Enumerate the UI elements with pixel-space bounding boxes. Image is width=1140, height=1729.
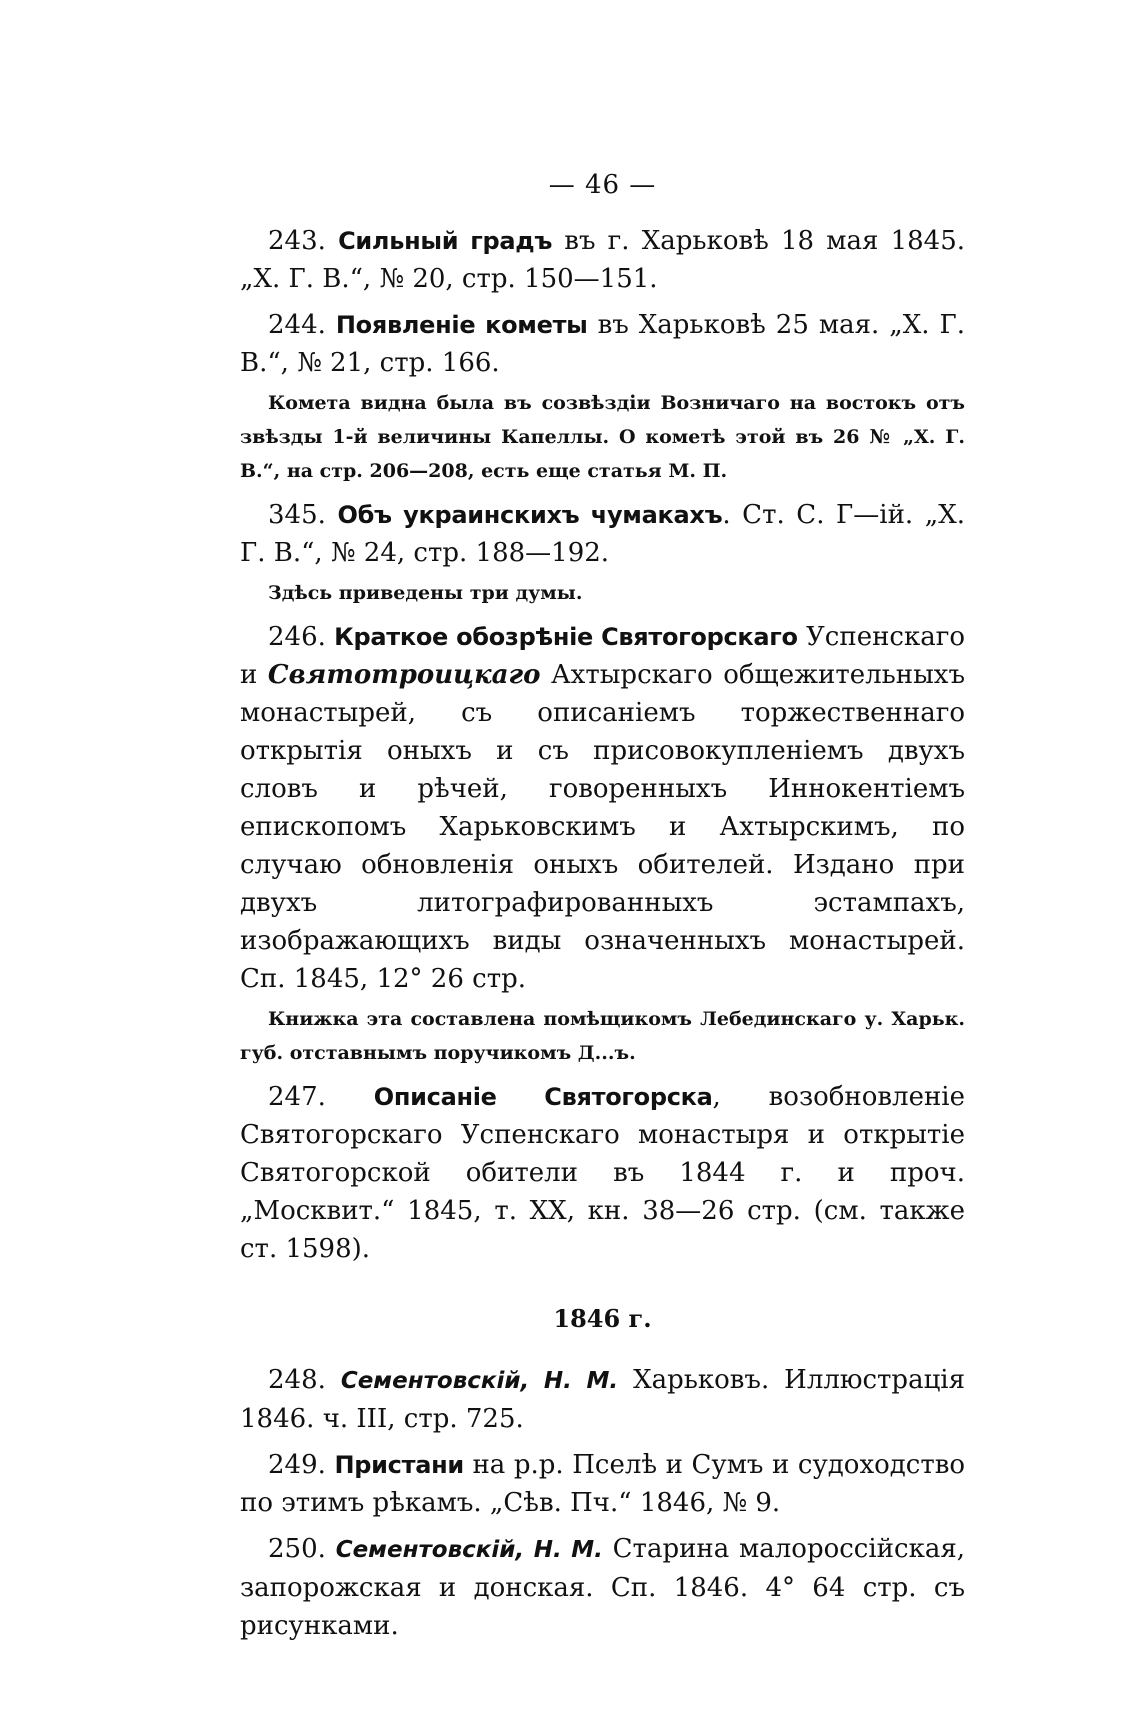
entry-345 [240,496,965,572]
entry-number: 247. [268,1082,326,1112]
entry-title: Краткое обозрѣніе Святогорскаго [334,623,798,651]
entry-title: Сильный градъ [338,227,553,255]
entry-248 [240,1361,965,1438]
entry-author: Сементовскій, Н. М. [335,1537,603,1563]
entry-title: Пристани [334,1451,464,1479]
entry-244 [240,306,965,382]
entry-text: , возобновленіе Святогорскаго Успенскаго монастыря и открытіе Святогорской обители въ 1844 г. и проч. „Москвит.“ 1845, т. XX, кн. 38—26 стр. (см. также ст. 1598). [240,1082,965,1264]
entry-text: въ г. Харьковѣ 18 мая 1845. „Х. Г. В.“, № 20, стр. 150—151. [240,226,966,294]
entry-number: 244. [268,310,326,340]
entry-number: 248. [268,1365,326,1395]
entry-text: въ Харьковѣ 25 мая. „Х. Г. В.“, № 21, стр. 166. [240,310,965,378]
entry-title: Описаніе Святогорска [373,1083,713,1111]
entry-italic-text: Святотроицкаго [267,660,541,690]
entry-250 [240,1530,965,1645]
entry-number: 249. [268,1450,326,1480]
year-heading: 1846 г. [553,1304,652,1333]
page-number: — 46 — [548,170,657,200]
entry-243 [240,222,965,298]
entry-number: 250. [268,1534,326,1564]
entry-text: на р.р. Пселѣ и Сумъ и судоходство по этимъ рѣкамъ. „Сѣв. Пч.“ 1846, № 9. [240,1450,966,1518]
entry-note-244: Комета видна была въ созвѣздіи Возничаго на востокъ отъ звѣзды 1-й величины Капеллы. О кометѣ этой въ 26 № „Х. Г. В.“, на стр. 206—208, есть еще статья М. П. [240,392,965,482]
entry-247 [240,1078,965,1268]
entry-text: Ахтырскаго общежительныхъ монастырей, съ описаніемъ торжественнаго открытія оныхъ и съ присовокупленіемъ двухъ словъ и рѣчей, говоренныхъ Иннокентіемъ епископомъ Харьковскимъ и Ахтырскимъ, по случаю обновленія оныхъ обителей. Издано при двухъ литографированныхъ эстампахъ, изображающихъ виды означенныхъ монастырей. Сп. 1845, 12° 26 стр. [240,660,965,994]
entry-number: 243. [268,226,326,256]
entry-text: Старина малороссійская, запорожская и донская. Сп. 1846. 4° 64 стр. съ рисунками. [240,1534,965,1641]
entry-text: Успенскаго и [240,622,965,690]
entry-number: 345. [268,500,326,530]
entry-title: Появленіе кометы [335,311,588,339]
entry-title: Объ украинскихъ чумакахъ [337,501,723,529]
entry-note-345: Здѣсь приведены три думы. [268,582,583,604]
entry-246 [240,618,965,998]
entry-note-246: Книжка эта составлена помѣщикомъ Лебединскаго у. Харьк. губ. отставнымъ поручикомъ Д...ъ. [240,1008,965,1064]
entry-author: Сементовскій, Н. М. [340,1368,619,1394]
entry-text: . Ст. С. Г—ій. „Х. Г. В.“, № 24, стр. 188—192. [240,500,965,568]
entry-number: 246. [268,622,326,652]
entry-text: Харьковъ. Иллюстрація 1846. ч. III, стр. 725. [240,1365,966,1434]
book-page [240,170,965,1645]
entry-249 [240,1446,965,1522]
